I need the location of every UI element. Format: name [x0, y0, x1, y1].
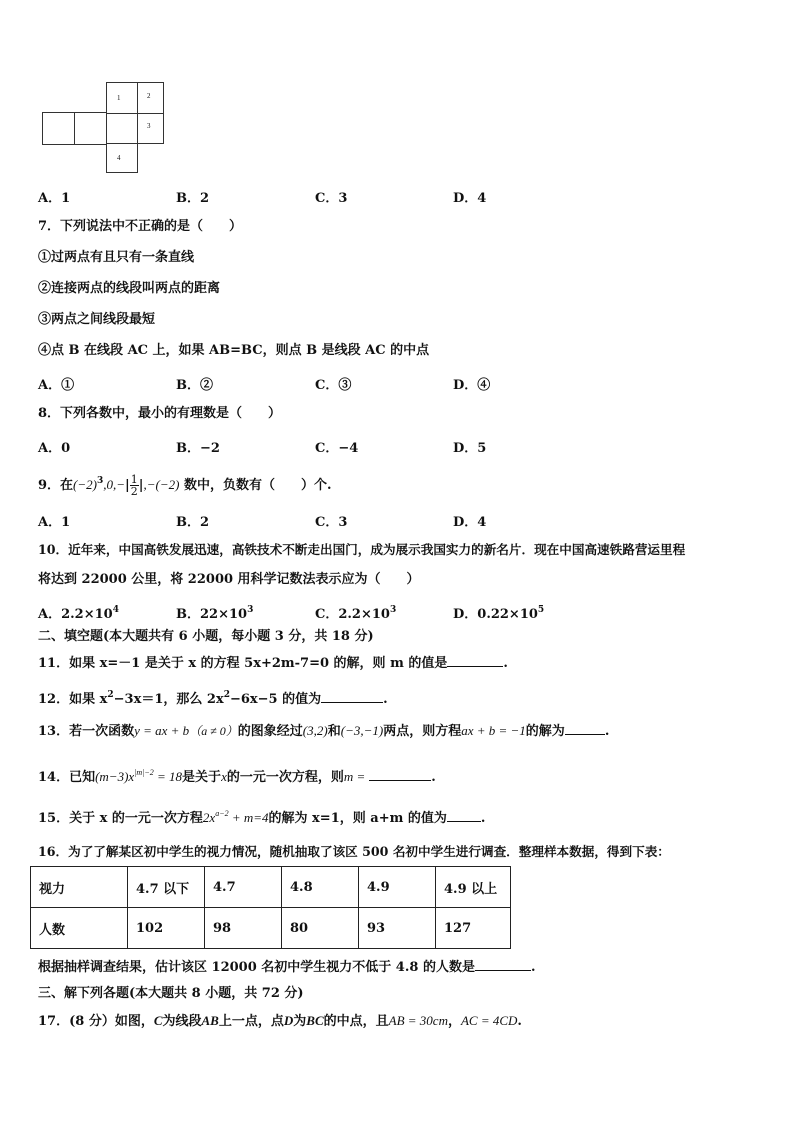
q13-part-d: 两点，则方程	[383, 724, 462, 739]
q8-option-b[interactable]: B．−2	[176, 441, 220, 456]
q17	[38, 1012, 522, 1031]
q9-frac-num: 1	[130, 473, 138, 486]
q12-answer-blank[interactable]	[321, 690, 383, 703]
q9-option-a[interactable]: A．1	[38, 515, 71, 530]
table-cell: 4.7	[205, 867, 282, 908]
q9-suffix: 数中，负数有（ ）个.	[183, 478, 332, 493]
q10-option-d-exp: 5	[537, 605, 545, 615]
q7-option-a[interactable]: A．①	[38, 378, 75, 393]
q11-text: 11．如果 x=－1 是关于 x 的方程 5x+2m-7=0 的解，则 m 的值是	[38, 656, 448, 671]
q10-option-a-base: A．2.2×10	[38, 607, 113, 622]
q7-option-d[interactable]: D．④	[453, 378, 491, 393]
q17-part-d: 为	[293, 1014, 307, 1029]
q11	[38, 654, 508, 673]
q7-stem: 7．下列说法中不正确的是（ ）	[38, 219, 243, 234]
q10-option-a[interactable]	[38, 603, 119, 622]
q9-fraction	[130, 474, 139, 497]
table-cell: 视力	[31, 867, 128, 908]
q6-option-a[interactable]: A．1	[38, 191, 71, 206]
q6-option-b[interactable]: B．2	[176, 191, 210, 206]
q10-option-b[interactable]	[176, 603, 253, 622]
q17-point-d: D	[283, 1013, 294, 1028]
q14	[38, 764, 436, 787]
q7-option-b[interactable]: B．②	[176, 378, 213, 393]
table-cell: 人数	[31, 908, 128, 949]
q15-exponent: a−2	[215, 809, 229, 818]
q11-answer-blank[interactable]	[447, 654, 503, 667]
q9-exponent: 3	[96, 476, 104, 486]
q12-part-a: 12．如果 x	[38, 692, 108, 707]
q14-end: .	[431, 770, 436, 785]
q15	[38, 805, 485, 828]
q17-part-c: 上一点，点	[218, 1014, 284, 1029]
net-cell-center	[106, 112, 138, 144]
q15-part-b: 的解为 x=1，则 a+m 的值为	[268, 811, 447, 826]
q9-expr-c: ,−(−2)	[143, 477, 180, 492]
q16-answer-blank[interactable]	[475, 958, 531, 971]
q9-expr-a: (−2)	[73, 477, 97, 492]
table-cell: 93	[359, 908, 436, 949]
q7-statement-2: ②连接两点的线段叫两点的距离	[38, 281, 221, 296]
q17-point-c: C	[153, 1013, 163, 1028]
q13-part-b: 的图象经过	[237, 724, 303, 739]
q16-followup-text: 根据抽样调查结果，估计该区 12000 名初中学生视力不低于 4.8 的人数是	[38, 960, 475, 975]
q12-square-2: 2	[223, 690, 230, 700]
q10-option-b-exp: 3	[247, 605, 254, 615]
table-cell: 4.8	[282, 867, 359, 908]
net-label-1: 1	[117, 94, 121, 102]
q7-option-c[interactable]: C．③	[315, 378, 352, 393]
vision-table	[30, 866, 511, 949]
q10-option-b-base: B．22×10	[176, 607, 248, 622]
q12-square-1: 2	[107, 690, 114, 700]
q14-part-a: 14．已知	[38, 770, 96, 785]
q17-part-f: ，	[447, 1014, 461, 1029]
net-label-4: 4	[117, 154, 121, 162]
q17-segment-ab: AB	[201, 1013, 219, 1028]
q13-part-c: 和	[327, 724, 341, 739]
q17-part-a: 17．(8 分）如图，	[38, 1014, 154, 1029]
q15-answer-blank[interactable]	[447, 809, 481, 822]
q13-part-a: 13．若一次函数	[38, 724, 135, 739]
q17-equation-1: AB = 30cm	[388, 1013, 448, 1028]
q15-part-a: 15．关于 x 的一元一次方程	[38, 811, 203, 826]
q10-option-c[interactable]	[315, 603, 396, 622]
net-label-3: 3	[147, 122, 151, 130]
section-2-heading: 二、填空题(本大题共有 6 小题，每小题 3 分，共 18 分)	[38, 629, 374, 644]
q8-option-d[interactable]: D．5	[453, 441, 487, 456]
q13-end: .	[604, 724, 610, 739]
q14-part-b: 是关于	[182, 770, 222, 785]
q13-condition: （a ≠ 0）	[189, 724, 238, 738]
q14-part-c: 的一元一次方程，则	[226, 770, 344, 785]
q12-end: .	[383, 692, 388, 707]
table-cell: 4.9	[359, 867, 436, 908]
q9-prefix: 9．在	[38, 478, 74, 493]
q7-statement-4: ④点 B 在线段 AC 上，如果 AB=BC，则点 B 是线段 AC 的中点	[38, 343, 430, 358]
table-cell: 127	[436, 908, 511, 949]
q12-part-c: −6x−5 的值为	[229, 692, 322, 707]
q13-point-2: (−3,−1)	[340, 723, 384, 738]
q14-expression: (m−3)x	[95, 769, 135, 784]
table-cell: 4.9 以上	[436, 867, 511, 908]
q15-expression: 2x	[202, 810, 216, 825]
q11-end: .	[503, 656, 508, 671]
q13-equation: ax + b = −1	[461, 723, 526, 738]
q10-line-1: 10．近年来，中国高铁发展迅速，高铁技术不断走出国门，成为展示我国实力的新名片．现在中国高速铁路营运里程	[38, 542, 686, 557]
q9-stem: 9．在$(-2)^3,0,-|$ $\frac{1}{2}$ |,−(−2) 数中，负数有（ ）个.	[38, 473, 332, 498]
q16-followup	[38, 958, 535, 977]
q6-option-d[interactable]: D．4	[453, 191, 487, 206]
q15-end: .	[480, 811, 486, 826]
q13-function: y = ax + b	[134, 723, 190, 738]
net-cell-left-2	[73, 112, 107, 145]
q7-statement-3: ③两点之间线段最短	[38, 312, 156, 327]
q12	[38, 686, 388, 709]
q10-option-d[interactable]	[453, 603, 544, 622]
q14-m-equals: m =	[343, 769, 366, 784]
q17-end: .	[517, 1014, 522, 1029]
table-row	[31, 908, 511, 949]
q17-part-e: 的中点，且	[323, 1014, 389, 1029]
q10-option-a-exp: 4	[112, 605, 119, 615]
q13	[38, 722, 609, 741]
q13-point-1: (3,2)	[302, 723, 328, 738]
q14-answer-blank[interactable]	[369, 768, 431, 781]
q14-variable: x	[221, 769, 227, 784]
q8-stem: 8．下列各数中，最小的有理数是（ ）	[38, 406, 282, 421]
table-cell: 98	[205, 908, 282, 949]
q9-option-b[interactable]: B．2	[176, 515, 210, 530]
section-3-heading: 三、解下列各题(本大题共 8 小题，共 72 分)	[38, 986, 304, 1001]
table-cell: 80	[282, 908, 359, 949]
q12-part-b: −3x＝1，那么 2x	[113, 692, 224, 707]
q8-option-c[interactable]: C．−4	[315, 441, 359, 456]
net-cell-1	[106, 82, 138, 114]
q10-line-2: 将达到 22000 公里，将 22000 用科学记数法表示应为（ ）	[38, 572, 420, 587]
net-cell-4	[106, 143, 138, 173]
net-cell-left	[42, 112, 75, 145]
q17-part-b: 为线段	[162, 1014, 202, 1029]
q9-frac-den: 2	[130, 485, 138, 498]
q10-option-c-exp: 3	[389, 605, 397, 615]
table-cell: 4.7 以下	[128, 867, 205, 908]
q16-end: .	[530, 960, 536, 975]
q14-exponent: |m|−2	[134, 768, 154, 777]
q17-segment-bc: BC	[306, 1013, 324, 1028]
q6-option-c[interactable]: C．3	[315, 191, 348, 206]
q9-expr-b: ,0,−	[103, 477, 126, 492]
table-cell: 102	[128, 908, 205, 949]
q8-option-a[interactable]: A．0	[38, 441, 71, 456]
q16-stem: 16．为了了解某区初中学生的视力情况，随机抽取了该区 500 名初中学生进行调查．整理样本数据，得到下表：	[38, 844, 670, 859]
q10-option-d-base: D．0.22×10	[453, 607, 538, 622]
table-row	[31, 867, 511, 908]
q15-tail: + m=4	[228, 810, 269, 825]
q10-option-c-base: C．2.2×10	[315, 607, 390, 622]
q14-equals: = 18	[153, 769, 183, 784]
q7-statement-1: ①过两点有且只有一条直线	[38, 250, 195, 265]
q13-answer-blank[interactable]	[565, 722, 605, 735]
net-label-2: 2	[147, 92, 151, 100]
q13-part-e: 的解为	[525, 724, 565, 739]
q17-equation-2: AC = 4CD	[460, 1013, 518, 1028]
q9-option-c[interactable]: C．3	[315, 515, 348, 530]
q9-option-d[interactable]: D．4	[453, 515, 487, 530]
